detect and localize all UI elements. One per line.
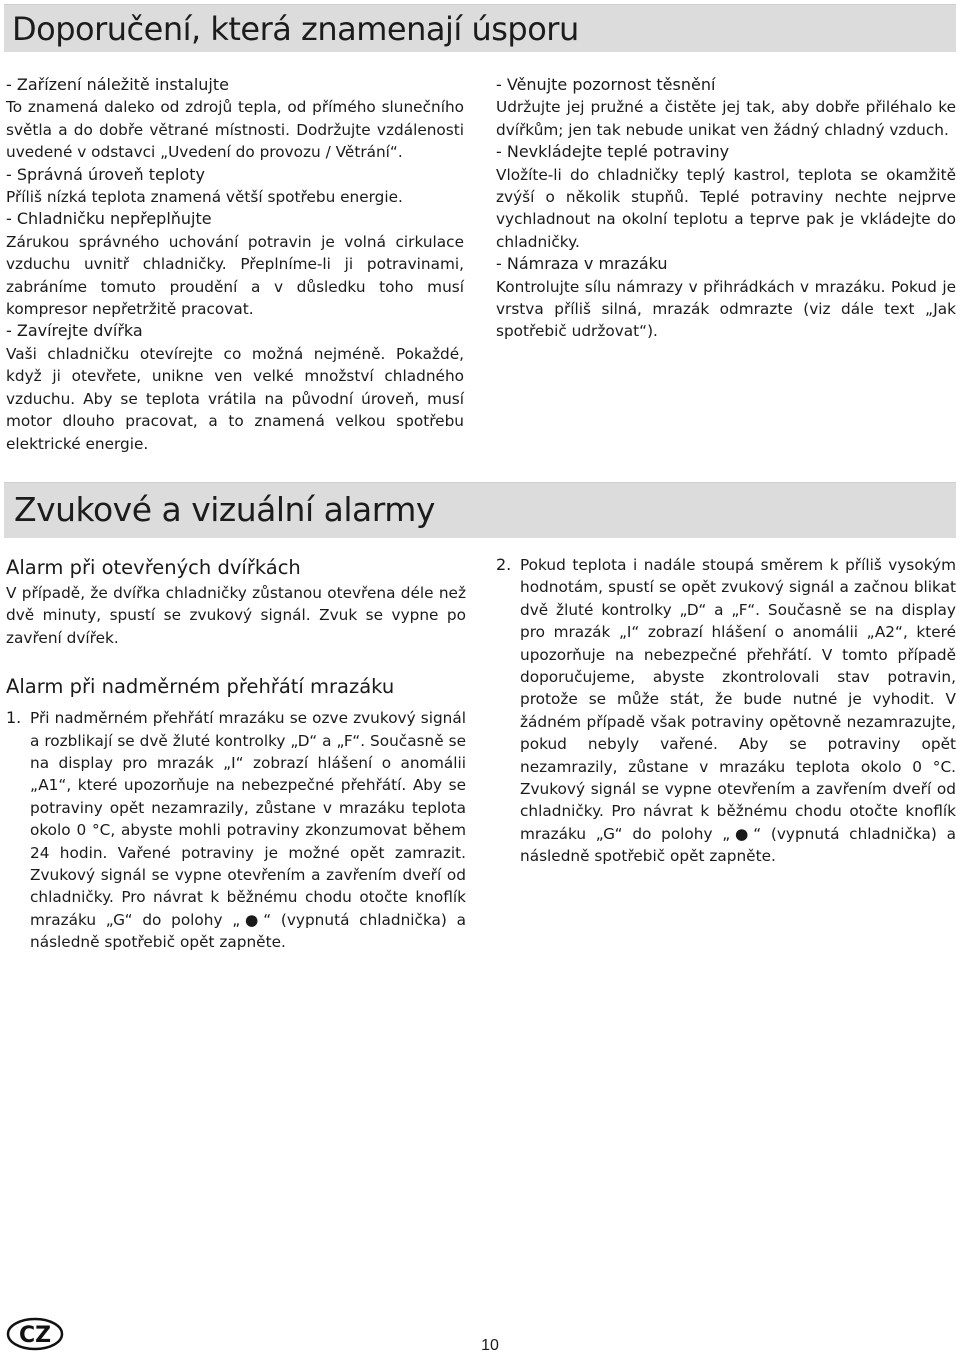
section-title-savings: Doporučení, která znamenají úsporu <box>12 10 579 48</box>
tip-text-close-door: Vaši chladničku otevírejte co možná nejméně. Pokaždé, když ji otevřete, unikne ven velké množství chladného vzduchu. Aby se teplota vrátila na původní úroveň, musí motor dlouho pracovat, a to znamená velkou spotřebu elektrické energie. <box>6 344 464 453</box>
tip-heading-install: - Zařízení náležitě instalujte <box>6 75 229 94</box>
section-title-alarms: Zvukové a vizuální alarmy <box>14 490 435 529</box>
item-number: 2. <box>496 555 512 574</box>
overheat-item-2 <box>496 554 956 868</box>
open-door-alarm-heading: Alarm při otevřených dvířkách <box>6 556 301 579</box>
savings-left-column <box>6 74 464 455</box>
tip-heading-frost: - Námraza v mrazáku <box>496 254 668 274</box>
tip-heading-seal: - Věnujte pozornost těsnění <box>496 75 716 94</box>
tip-text-temperature: Příliš nízká teplota znamená větší spotřebu energie. <box>6 188 403 207</box>
savings-right-column <box>496 74 956 343</box>
tip-text-warm-food: Vložíte-li do chladničky teplý kastrol, teplota se okamžitě zvýší o několik stupňů. Teplé potraviny nechte nejprve vychladnout na okolní teplotu a teprve pak je vkládejte do chladničky. <box>496 165 956 251</box>
tip-text-frost: Kontrolujte sílu námrazy v přihrádkách v mrazáku. Pokud je vrstva příliš silná, mrazák odmrazte (viz dále text „Jak spotřebič udržovat“). <box>496 277 956 341</box>
page-number: 10 <box>481 1337 499 1354</box>
language-badge <box>6 1317 64 1351</box>
overheat-item-1 <box>6 707 466 953</box>
tip-heading-overfill: - Chladničku nepřeplňujte <box>6 209 212 229</box>
alarms-right-column <box>496 554 956 868</box>
open-door-alarm-text: V případě, že dvířka chladničky zůstanou otevřena déle než dvě minuty, spustí se zvukový signál. Zvuk se vypne po zavření dvířek. <box>6 584 466 647</box>
item-number: 1. <box>6 708 22 728</box>
language-badge-text: CZ <box>18 1323 52 1348</box>
tip-heading-warm-food: - Nevkládejte teplé potraviny <box>496 142 730 162</box>
alarms-left-column <box>6 554 466 954</box>
section-banner-alarms <box>4 482 956 538</box>
tip-heading-temperature: - Správná úroveň teploty <box>6 164 205 184</box>
tip-text-overfill: Zárukou správného uchování potravin je volná cirkulace vzduchu uvnitř chladničky. Přeplníme-li ji potravinami, zabráníme tomuto proudění a v důsledku toho musí kompresor nepřetržitě pracovat. <box>6 232 464 319</box>
tip-text-seal: Udržujte jej pružné a čistěte jej tak, aby dobře přiléhalo ke dvířkům; jen tak nebude unikat ven žádný chladný vzduch. <box>496 98 956 139</box>
overheat-alarm-heading: Alarm při nadměrném přehřátí mrazáku <box>6 675 395 699</box>
overheat-item-1-text: Při nadměrném přehřátí mrazáku se ozve zvukový signál a rozblikají se dvě žluté kontrolky „D“ a „F“. Současně se na display pro mrazák „I“ zobrazí hlášení o anomálii „A1“, které upozorňuje na nebezpečné přehřátí. Aby se potraviny opět nezamrazily, zůstane v mrazáku teplota okolo 0 °C, abyste mohli potraviny zkonzumovat během 24 hodin. Vařené potraviny je možné opět zamrazit. Zvukový signál se vypne otevřením a zavřením dveří od chladničky. Pro návrat k běžnému chodu otočte knoflík mrazáku „G“ do polohy „●“ (vypnutá chladnička) a následně spotřebič opět zapněte. <box>30 709 466 952</box>
tip-heading-close-door: - Zavírejte dvířka <box>6 321 143 341</box>
section-banner-savings <box>4 4 956 52</box>
overheat-item-2-text: Pokud teplota i nadále stoupá směrem k příliš vysokým hodnotám, spustí se opět zvukový signál a začnou blikat dvě žluté kontrolky „D“ a „F“. Současně se na display pro mrazák „I“ zobrazí hlášení o anomálii „A2“, které upozorňuje na nebezpečné přehřátí. V tomto případě doporučujeme, abyste zkontrolovali stav potravin, protože se může stát, že bude nutné je vyhodit. V žádném případě však potraviny opětovně nezamrazujte, pokud nebyly vařené. Aby se potraviny opět nezamrazily, zůstane v mrazáku teplota okolo 0 °C. Zvukový signál se vypne otevřením a zavřením dveří od chladničky. Pro návrat k běžnému chodu otočte knoflík mrazáku „G“ do polohy „●“ (vypnutá chladnička) a následně spotřebič opět zapněte. <box>520 556 956 866</box>
tip-text-install: To znamená daleko od zdrojů tepla, od přímého slunečního světla a do dobře větrané místnosti. Dodržujte vzdálenosti uvedené v odstavci „Uvedení do provozu / Větrání“. <box>6 98 464 162</box>
